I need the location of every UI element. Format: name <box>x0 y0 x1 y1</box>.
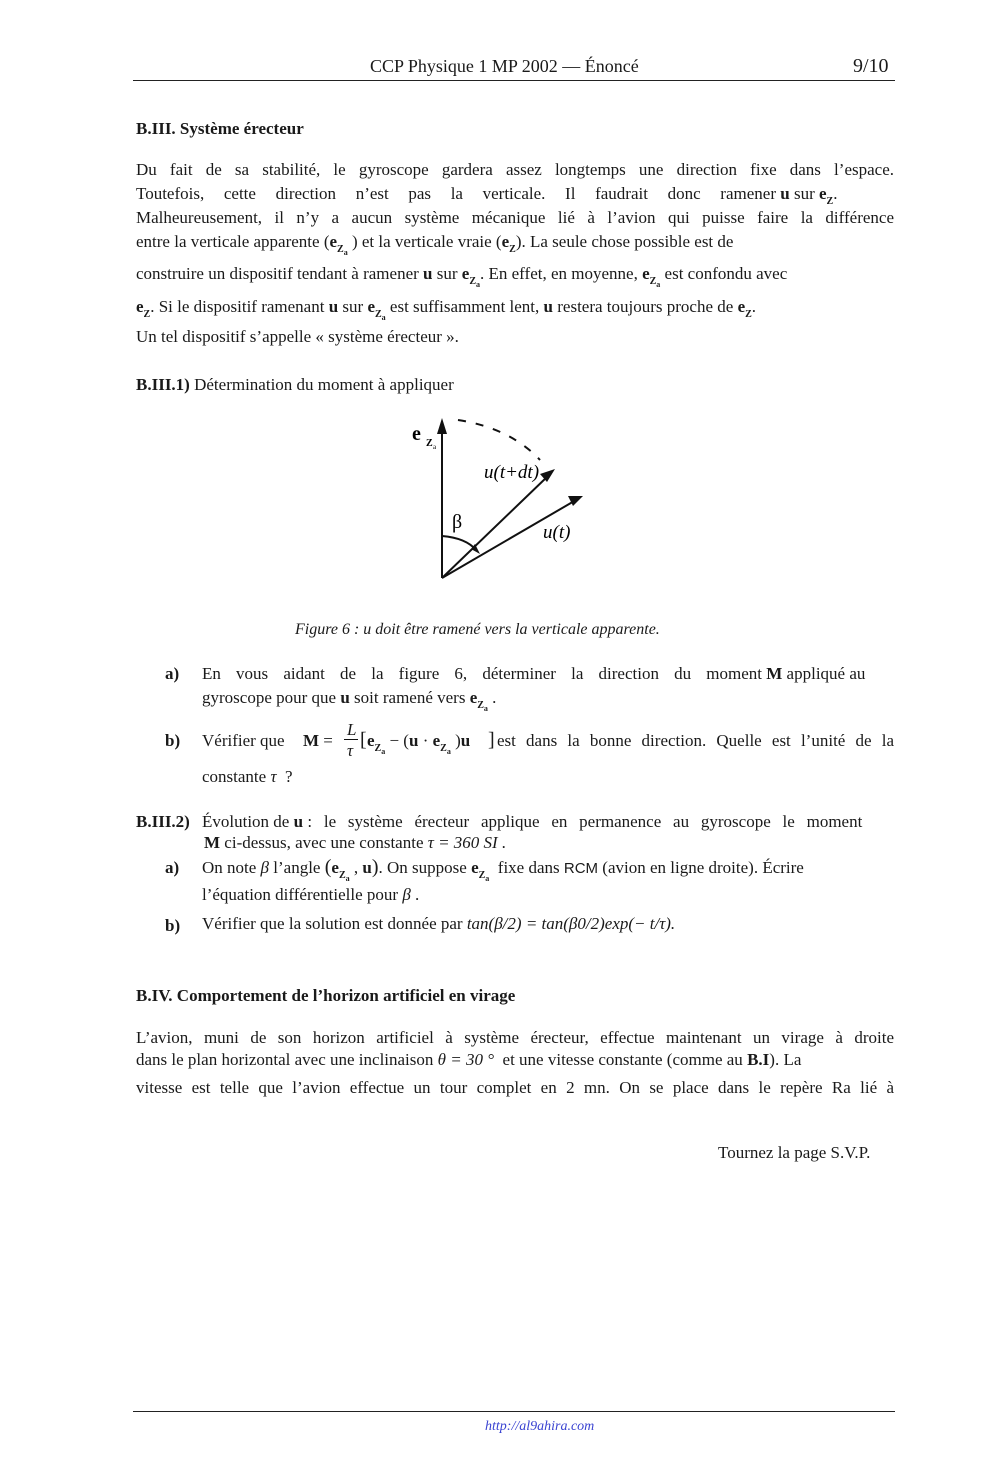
intro-line-6: $e_Z$. Si le dispositif ramenant u sur $e_{Z_a}$ est suffisamment lent, u restera toujours proche de $e_Z$. <box>136 297 757 322</box>
header-rule <box>133 80 895 81</box>
vector-u-t-dt-head <box>540 469 555 482</box>
b3-2-b-label: b) <box>165 916 181 935</box>
angle-arc <box>442 536 476 550</box>
section-heading-b3: B.III. Système érecteur <box>136 119 304 138</box>
b3-1-b-line-2: constante τ ? <box>202 767 293 786</box>
axis-arrowhead <box>437 418 447 434</box>
b3-2-line-1: Évolution de u : le système érecteur applique en permanence au gyroscope le moment <box>202 812 863 831</box>
intro-line-1: Du fait de sa stabilité, le gyroscope gardera assez longtemps une direction fixe dans l’espace. <box>136 160 894 179</box>
axis-label: e <box>412 423 421 445</box>
angle-label-beta: β <box>452 511 463 533</box>
b3-2-a-label: a) <box>165 858 180 877</box>
vector-label-u-t: u(t) <box>543 522 571 543</box>
b3-2-line-2: M ci-dessus, avec une constante τ = 360 SI . <box>204 833 507 852</box>
solution-formula: tan(β/2) = tan(β0/2)exp(− t/τ). <box>466 914 676 933</box>
figure-caption: Figure 6 : u doit être ramené vers la verticale apparente. <box>295 621 660 638</box>
b3-1-b-label: b) <box>165 731 181 750</box>
b3-2-a-line-2: l’équation différentielle pour β . <box>202 885 420 904</box>
vector-label-u-t-dt: u(t+dt) <box>484 462 540 483</box>
intro-line-2: Toutefois, cette direction n’est pas la verticale. Il faudrait donc ramener u sur $e_Z$. <box>136 184 838 207</box>
turn-page-note: Tournez la page S.V.P. <box>718 1143 871 1162</box>
frame-rcm: RCM <box>563 860 599 877</box>
section-heading-b4: B.IV. Comportement de l’horizon artificiel en virage <box>136 986 516 1005</box>
b3-1-a-line-2: gyroscope pour que u soit ramené vers $e_{Z_a}$ . <box>202 688 497 713</box>
page-number: 9/10 <box>853 55 889 77</box>
figure-6 <box>400 410 600 590</box>
axis-label-sub: Z <box>426 438 433 449</box>
b3-1-b-line-1: Vérifier que M = L τ [ $e_{Z_a} - (u \cdot e_{Z_a}$ )u ] est dans la bonne direction. Quelle est l’unité de la <box>202 720 894 760</box>
b4-line-3: vitesse est telle que l’avion effectue un tour complet en 2 mn. On se place dans le repère Ra lié à <box>136 1078 894 1097</box>
b3-1-a-label: a) <box>165 664 180 683</box>
b3-2-label: B.III.2) <box>136 812 190 831</box>
b4-line-1: L’avion, muni de son horizon artificiel à système érecteur, effectue maintenant un virage à droite <box>136 1028 894 1047</box>
intro-line-5: construire un dispositif tendant à ramener u sur $e_{Z_a}$. En effet, en moyenne, $e_{Z_a}$ est confondu avec <box>136 264 788 289</box>
b3-1-heading: B.III.1) Détermination du moment à appliquer <box>136 375 454 394</box>
intro-line-7: Un tel dispositif s’appelle « système érecteur ». <box>136 327 459 346</box>
dashed-arc <box>458 420 540 460</box>
b4-line-2: dans le plan horizontal avec une inclinaison θ = 30 ° et une vitesse constante (comme au B.I). La <box>136 1050 802 1069</box>
b3-2-b-line: Vérifier que la solution est donnée par tan(β/2) = tan(β0/2)exp(− t/τ). <box>202 914 676 933</box>
footer-rule <box>133 1411 895 1412</box>
b3-1-a-line-1: En vous aidant de la figure 6, déterminer la direction du moment M appliqué au <box>202 664 866 683</box>
intro-line-3: Malheureusement, il n’y a aucun système mécanique lié à l’avion qui puisse faire la différence <box>136 208 894 227</box>
intro-line-4: entre la verticale apparente ($e_{Z_a}$ ) et la verticale vraie $(e_Z)$. La seule chose possible est de <box>136 232 734 257</box>
footer-url-link[interactable]: http://al9ahira.com <box>485 1419 595 1434</box>
axis-label-subsub: a <box>433 443 437 451</box>
b3-2-a-line-1: On note β l’angle ($e_{Z_a}$ , u). On suppose $e_{Z_a}$ fixe dans RCM (avion en ligne droite). Écrire <box>202 856 804 883</box>
header-title: CCP Physique 1 MP 2002 — Énoncé <box>370 56 639 76</box>
